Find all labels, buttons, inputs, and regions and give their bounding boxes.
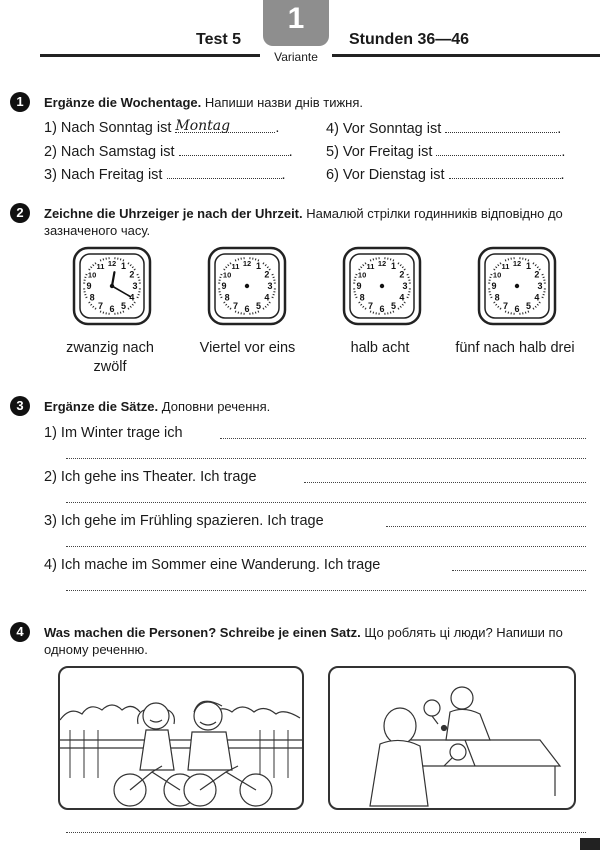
minute-tick bbox=[84, 277, 86, 278]
minute-tick bbox=[489, 294, 491, 295]
dial-number: 1 bbox=[255, 261, 262, 272]
minute-tick bbox=[219, 294, 221, 295]
minute-tick bbox=[255, 258, 256, 260]
dial-number: 11 bbox=[96, 262, 105, 272]
instruction-de: Ergänze die Wochentage. bbox=[44, 95, 202, 110]
clock-center bbox=[515, 284, 519, 288]
dial-number: 1 bbox=[120, 261, 127, 272]
minute-tick bbox=[354, 294, 356, 295]
instruction-uk: Доповни речення. bbox=[161, 399, 271, 414]
clock[interactable] bbox=[477, 246, 557, 326]
task-number-badge: 4 bbox=[10, 622, 30, 642]
handwritten-answer: Montag bbox=[175, 118, 231, 134]
minute-tick bbox=[390, 312, 391, 314]
task1-instruction bbox=[44, 94, 584, 111]
answer-field[interactable] bbox=[179, 143, 289, 156]
dial-number: 12 bbox=[512, 259, 522, 268]
instruction-uk: Намалюй стрілки годинників відповідно до зазначеного часу. bbox=[44, 206, 563, 238]
dial-number: 10 bbox=[492, 270, 502, 280]
answer-line[interactable] bbox=[220, 438, 586, 439]
minute-tick bbox=[508, 312, 509, 314]
answer-line[interactable] bbox=[66, 502, 586, 503]
weekday-item: 5) Vor Freitag ist . bbox=[326, 144, 566, 160]
dial-number: 5 bbox=[525, 300, 532, 311]
clock-center bbox=[245, 284, 249, 288]
minute-tick bbox=[120, 258, 121, 260]
minute-tick bbox=[489, 277, 491, 278]
dial-number: 6 bbox=[379, 304, 385, 314]
minute-tick bbox=[103, 312, 104, 314]
minute-tick bbox=[543, 277, 545, 278]
minute-tick bbox=[238, 312, 239, 314]
dial-number: 7 bbox=[367, 300, 374, 311]
dial-number: 5 bbox=[255, 300, 262, 311]
answer-field[interactable] bbox=[436, 143, 561, 156]
weekday-item: 1) Nach Sonntag ist Montag . bbox=[44, 118, 280, 136]
dial-number: 10 bbox=[87, 270, 97, 280]
dial-number: 7 bbox=[502, 300, 509, 311]
page-edge-mark bbox=[580, 838, 600, 850]
cycling-picture bbox=[58, 666, 304, 810]
sentence-item: 3) Ich gehe im Frühling spazieren. Ich trage bbox=[44, 513, 324, 529]
header-rule-right bbox=[332, 54, 600, 57]
task-number-badge: 2 bbox=[10, 203, 30, 223]
weekday-item: 3) Nach Freitag ist . bbox=[44, 167, 286, 183]
test-title: Test 5 bbox=[196, 31, 242, 48]
item-text: 5) Vor Freitag ist bbox=[326, 144, 433, 160]
sentence-item: 1) Im Winter trage ich bbox=[44, 425, 183, 441]
variant-label: Variante bbox=[274, 50, 318, 64]
dial-number: 4 bbox=[264, 292, 270, 303]
dial-number: 6 bbox=[244, 304, 250, 314]
dial-number: 3 bbox=[267, 281, 273, 291]
answer-field[interactable] bbox=[167, 166, 282, 179]
dial-number: 8 bbox=[89, 292, 95, 303]
dial-number: 6 bbox=[514, 304, 520, 314]
answer-line[interactable] bbox=[386, 526, 586, 527]
minute-tick bbox=[408, 277, 410, 278]
minute-tick bbox=[138, 294, 140, 295]
minute-tick bbox=[525, 312, 526, 314]
dial-number: 11 bbox=[231, 262, 240, 272]
dial-number: 3 bbox=[132, 281, 138, 291]
cyclists-illustration bbox=[60, 668, 302, 808]
answer-line[interactable] bbox=[66, 458, 586, 459]
task2-instruction bbox=[44, 205, 584, 239]
minute-tick bbox=[219, 277, 221, 278]
weekday-item: 2) Nach Samstag ist . bbox=[44, 144, 293, 160]
task4-instruction bbox=[44, 624, 589, 658]
item-text: 6) Vor Dienstag ist bbox=[326, 167, 445, 183]
dial-number: 8 bbox=[494, 292, 500, 303]
answer-line[interactable] bbox=[452, 570, 586, 571]
dial-number: 9 bbox=[86, 281, 92, 291]
minute-tick bbox=[525, 258, 526, 260]
dial-number: 5 bbox=[120, 300, 127, 311]
task-number-badge: 1 bbox=[10, 92, 30, 112]
dial-number: 5 bbox=[390, 300, 397, 311]
dial-number: 2 bbox=[534, 269, 540, 280]
dial-number: 1 bbox=[390, 261, 397, 272]
clock-caption: Viertel vor eins bbox=[199, 340, 296, 356]
table-tennis-picture bbox=[328, 666, 576, 810]
header-rule-left bbox=[40, 54, 260, 57]
minute-tick bbox=[84, 294, 86, 295]
minute-tick bbox=[390, 258, 391, 260]
dial-number: 12 bbox=[107, 259, 117, 268]
minute-tick bbox=[508, 258, 509, 260]
dial-number: 2 bbox=[399, 269, 405, 280]
sentence-item: 2) Ich gehe ins Theater. Ich trage bbox=[44, 469, 257, 485]
minute-tick bbox=[120, 312, 121, 314]
weekday-item: 6) Vor Dienstag ist . bbox=[326, 167, 565, 183]
minute-tick bbox=[103, 258, 104, 260]
clock[interactable] bbox=[207, 246, 287, 326]
dial-number: 12 bbox=[377, 259, 387, 268]
minute-tick bbox=[255, 312, 256, 314]
minute-tick bbox=[273, 294, 275, 295]
answer-field[interactable] bbox=[445, 120, 557, 133]
variant-number: 1 bbox=[287, 2, 305, 35]
task-number-badge: 3 bbox=[10, 396, 30, 416]
minute-tick bbox=[354, 277, 356, 278]
item-text: 4) Vor Sonntag ist bbox=[326, 121, 442, 137]
dial-number: 6 bbox=[109, 304, 115, 314]
dial-number: 7 bbox=[232, 300, 239, 311]
minute-tick bbox=[408, 294, 410, 295]
task3-instruction bbox=[44, 398, 584, 415]
clock[interactable] bbox=[72, 246, 152, 326]
dial-number: 12 bbox=[242, 259, 252, 268]
dial-number: 4 bbox=[129, 292, 135, 303]
answer-line[interactable] bbox=[304, 482, 586, 483]
dial-number: 10 bbox=[357, 270, 367, 280]
dial-number: 4 bbox=[534, 292, 540, 303]
dial-number: 10 bbox=[222, 270, 232, 280]
dial-number: 8 bbox=[359, 292, 365, 303]
weekday-item: 4) Vor Sonntag ist . bbox=[326, 121, 562, 137]
item-text: 1) Nach Sonntag ist bbox=[44, 120, 172, 136]
clock-center bbox=[380, 284, 384, 288]
instruction-de: Was machen die Personen? Schreibe je einen Satz. bbox=[44, 625, 361, 640]
clock[interactable] bbox=[342, 246, 422, 326]
instruction-de: Zeichne die Uhrzeiger je nach der Uhrzeit. bbox=[44, 206, 303, 221]
minute-tick bbox=[373, 312, 374, 314]
minute-tick bbox=[138, 277, 140, 278]
answer-line[interactable] bbox=[66, 546, 586, 547]
dial-number: 4 bbox=[399, 292, 405, 303]
instruction-uk: Напиши назви днів тижня. bbox=[204, 95, 364, 110]
answer-line[interactable] bbox=[66, 832, 586, 833]
dial-number: 1 bbox=[525, 261, 532, 272]
answer-field[interactable] bbox=[175, 120, 275, 133]
dial-number: 11 bbox=[501, 262, 510, 272]
answer-field[interactable] bbox=[449, 166, 561, 179]
dial-number: 7 bbox=[97, 300, 104, 311]
minute-tick bbox=[238, 258, 239, 260]
dial-number: 2 bbox=[264, 269, 270, 280]
item-text: 2) Nach Samstag ist bbox=[44, 144, 175, 160]
dial-number: 8 bbox=[224, 292, 230, 303]
minute-tick bbox=[273, 277, 275, 278]
dial-number: 9 bbox=[221, 281, 227, 291]
sentence-item: 4) Ich mache im Sommer eine Wanderung. Ich trage bbox=[44, 557, 381, 573]
minute-tick bbox=[543, 294, 545, 295]
dial-number: 9 bbox=[356, 281, 362, 291]
hours-range: Stunden 36—46 bbox=[349, 31, 470, 48]
instruction-uk: Що роблять ці люди? Напиши по одному реченню. bbox=[44, 625, 563, 657]
dial-number: 9 bbox=[491, 281, 497, 291]
clock-caption: zwanzig nach zwölf bbox=[66, 340, 154, 375]
clock-caption: halb acht bbox=[350, 340, 410, 356]
dial-number: 11 bbox=[366, 262, 375, 272]
instruction-de: Ergänze die Sätze. bbox=[44, 399, 159, 414]
answer-line[interactable] bbox=[66, 590, 586, 591]
table-tennis-illustration bbox=[330, 668, 574, 808]
dial-number: 2 bbox=[129, 269, 135, 280]
minute-tick bbox=[373, 258, 374, 260]
dial-number: 3 bbox=[402, 281, 408, 291]
dial-number: 3 bbox=[537, 281, 543, 291]
clock-caption: fünf nach halb drei bbox=[455, 340, 575, 356]
item-text: 3) Nach Freitag ist bbox=[44, 167, 163, 183]
